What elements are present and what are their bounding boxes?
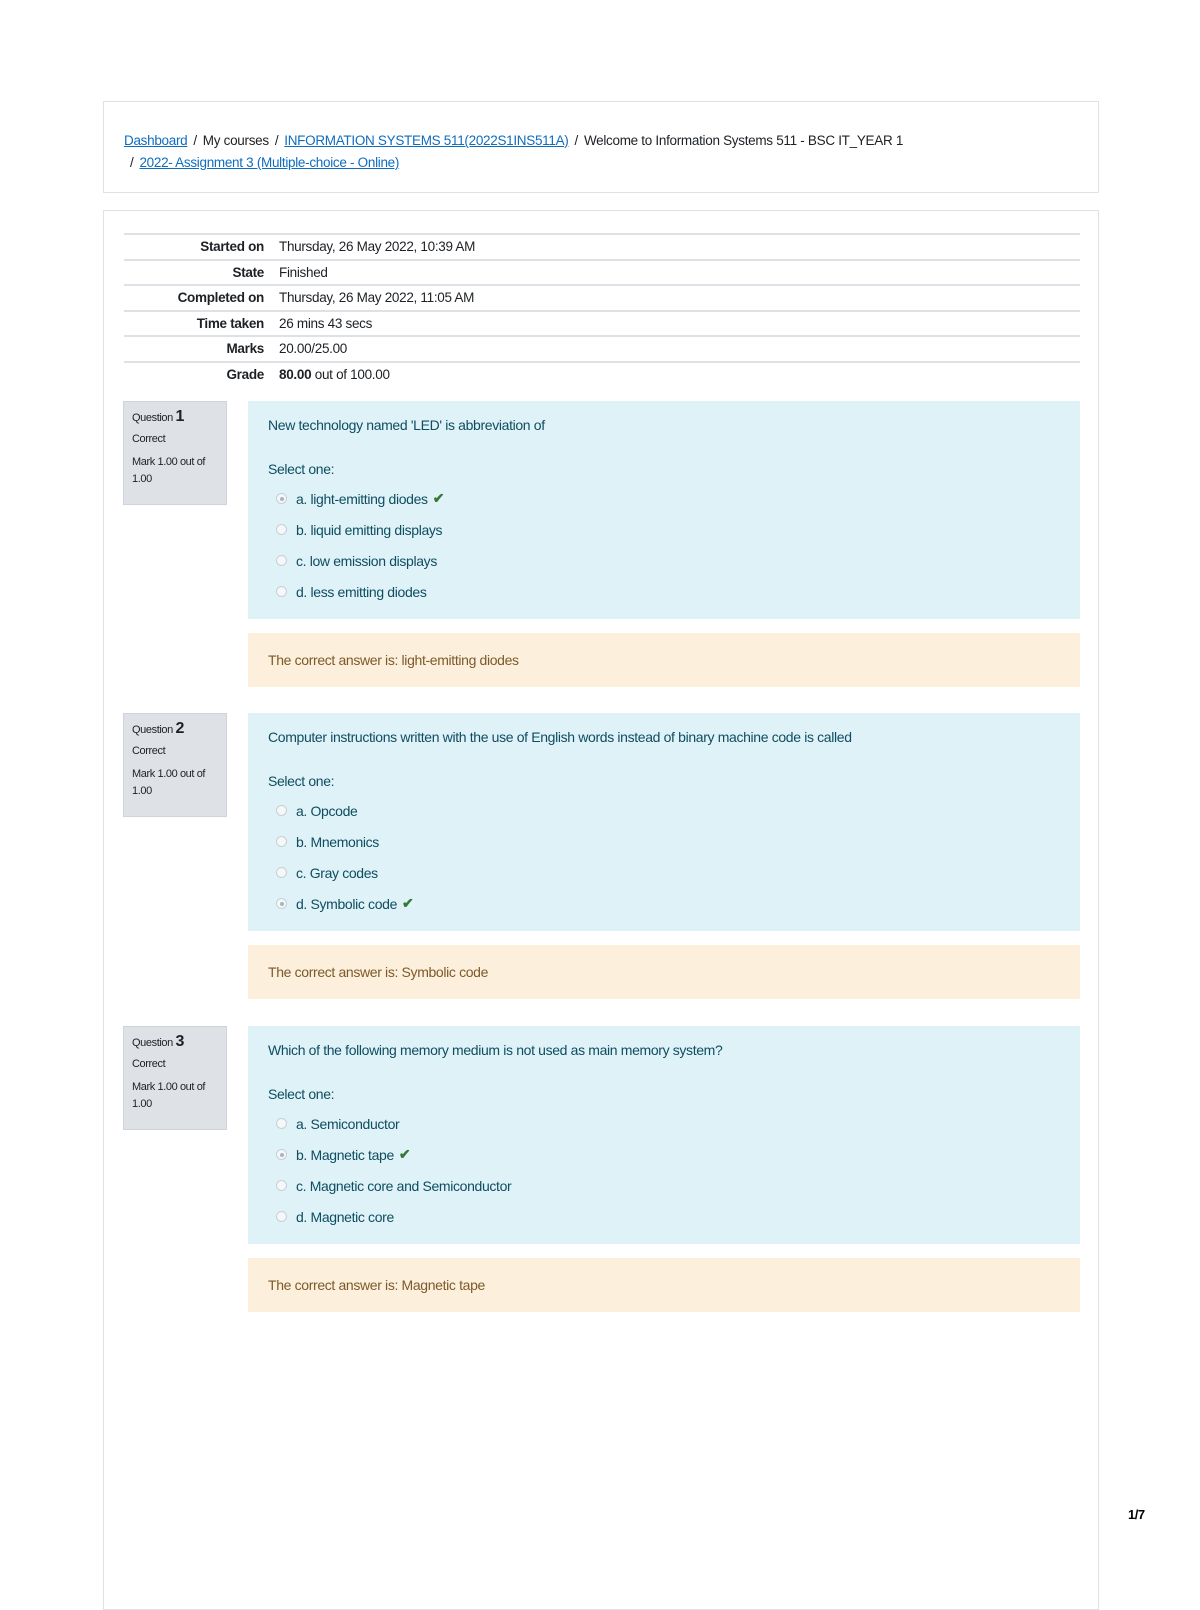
page-number: 1/7 (1128, 1507, 1145, 1522)
radio-button[interactable] (276, 867, 287, 878)
question-number: 2 (175, 720, 184, 737)
answer-label: d. less emitting diodes (296, 583, 427, 600)
summary-row-state (124, 260, 1080, 286)
breadcrumb-separator: / (574, 133, 578, 148)
grade-out-of: out of 100.00 (311, 366, 390, 382)
grade-score: 80.00 (279, 366, 312, 382)
breadcrumb-card (103, 101, 1099, 193)
check-icon: ✔ (398, 1146, 411, 1162)
question-mark: Mark 1.00 out of 1.00 (132, 456, 206, 485)
breadcrumb-separator: / (274, 133, 279, 148)
breadcrumb-course-link[interactable]: INFORMATION SYSTEMS 511(2022S1INS511A) (284, 133, 569, 148)
answer-option[interactable] (268, 576, 1060, 607)
attempt-summary-table (124, 233, 1080, 386)
radio-button[interactable] (276, 1118, 287, 1129)
question-state: Correct (132, 745, 166, 757)
summary-row-completed (124, 285, 1080, 311)
radio-button[interactable] (276, 1211, 287, 1222)
summary-value (279, 362, 1080, 387)
question-label: Question (132, 412, 173, 424)
radio-button[interactable] (276, 898, 287, 909)
answer-label: a. Semiconductor (296, 1115, 400, 1132)
answer-label: d. Symbolic code (296, 895, 398, 912)
question-text: New technology named 'LED' is abbreviation of (268, 417, 545, 433)
answer-option[interactable] (268, 514, 1060, 545)
summary-value: Finished (279, 260, 1080, 286)
summary-row-started (124, 234, 1080, 260)
answer-label: c. low emission displays (296, 552, 437, 569)
answer-option[interactable] (268, 1170, 1060, 1201)
radio-button[interactable] (276, 493, 287, 504)
answer-option[interactable] (268, 1139, 1060, 1170)
question-state: Correct (132, 1058, 166, 1070)
answer-label: b. Mnemonics (296, 833, 379, 850)
answer-label: d. Magnetic core (296, 1208, 394, 1225)
question-number: 3 (175, 1033, 184, 1050)
radio-button[interactable] (276, 524, 287, 535)
summary-value: Thursday, 26 May 2022, 11:05 AM (279, 285, 1080, 311)
answer-option[interactable] (268, 795, 1060, 826)
answer-options (268, 795, 1060, 919)
summary-row-grade (124, 362, 1080, 387)
breadcrumb (124, 130, 1004, 174)
question-text: Which of the following memory medium is not used as main memory system? (268, 1042, 723, 1058)
breadcrumb-my-courses: My courses (202, 133, 269, 148)
question-label: Question (132, 1037, 173, 1049)
answer-option[interactable] (268, 826, 1060, 857)
select-one-prompt: Select one: (268, 773, 335, 789)
summary-value: 26 mins 43 secs (279, 311, 1080, 337)
summary-label: Marks (124, 336, 279, 362)
breadcrumb-separator: / (130, 155, 134, 170)
answer-option[interactable] (268, 1201, 1060, 1232)
answer-option[interactable] (268, 483, 1060, 514)
answer-option[interactable] (268, 545, 1060, 576)
radio-button[interactable] (276, 1149, 287, 1160)
summary-row-marks (124, 336, 1080, 362)
answer-option[interactable] (268, 1108, 1060, 1139)
correct-answer-feedback: The correct answer is: light-emitting diodes (248, 633, 1080, 687)
answer-option[interactable] (268, 888, 1060, 919)
answer-label: c. Magnetic core and Semiconductor (296, 1177, 512, 1194)
answer-label: b. Magnetic tape (296, 1146, 394, 1163)
summary-label: State (124, 260, 279, 286)
question-formulation (248, 1026, 1080, 1244)
answer-label: a. Opcode (296, 802, 358, 819)
breadcrumb-dashboard-link[interactable]: Dashboard (124, 133, 188, 148)
summary-value: Thursday, 26 May 2022, 10:39 AM (279, 234, 1080, 260)
question-info (123, 1026, 227, 1130)
answer-options (268, 1108, 1060, 1232)
summary-value: 20.00/25.00 (279, 336, 1080, 362)
question-info (123, 401, 227, 505)
radio-button[interactable] (276, 555, 287, 566)
correct-answer-feedback: The correct answer is: Magnetic tape (248, 1258, 1080, 1312)
select-one-prompt: Select one: (268, 461, 335, 477)
summary-label: Grade (124, 362, 279, 387)
breadcrumb-separator: / (193, 133, 197, 148)
breadcrumb-assignment-link[interactable]: 2022- Assignment 3 (Multiple-choice - Online) (139, 155, 400, 170)
question-mark: Mark 1.00 out of 1.00 (132, 768, 206, 797)
question-label: Question (132, 724, 173, 736)
question-state: Correct (132, 433, 166, 445)
radio-button[interactable] (276, 805, 287, 816)
question-text: Computer instructions written with the use of English words instead of binary machine code is called (268, 729, 852, 745)
summary-label: Completed on (124, 285, 279, 311)
summary-label: Started on (124, 234, 279, 260)
check-icon: ✔ (402, 895, 414, 911)
answer-option[interactable] (268, 857, 1060, 888)
question-info (123, 713, 227, 817)
question-formulation (248, 401, 1080, 619)
radio-button[interactable] (276, 836, 287, 847)
check-icon: ✔ (432, 490, 445, 506)
select-one-prompt: Select one: (268, 1086, 335, 1102)
question-number: 1 (175, 408, 184, 425)
summary-label: Time taken (124, 311, 279, 337)
breadcrumb-welcome: Welcome to Information Systems 511 - BSC IT_YEAR 1 (583, 133, 904, 148)
question-mark: Mark 1.00 out of 1.00 (132, 1081, 206, 1110)
radio-button[interactable] (276, 586, 287, 597)
radio-button[interactable] (276, 1180, 287, 1191)
answer-options (268, 483, 1060, 607)
correct-answer-feedback: The correct answer is: Symbolic code (248, 945, 1080, 999)
answer-label: c. Gray codes (296, 864, 378, 881)
question-formulation (248, 713, 1080, 931)
answer-label: b. liquid emitting displays (296, 521, 443, 538)
answer-label: a. light-emitting diodes (296, 490, 428, 507)
summary-row-time-taken (124, 311, 1080, 337)
